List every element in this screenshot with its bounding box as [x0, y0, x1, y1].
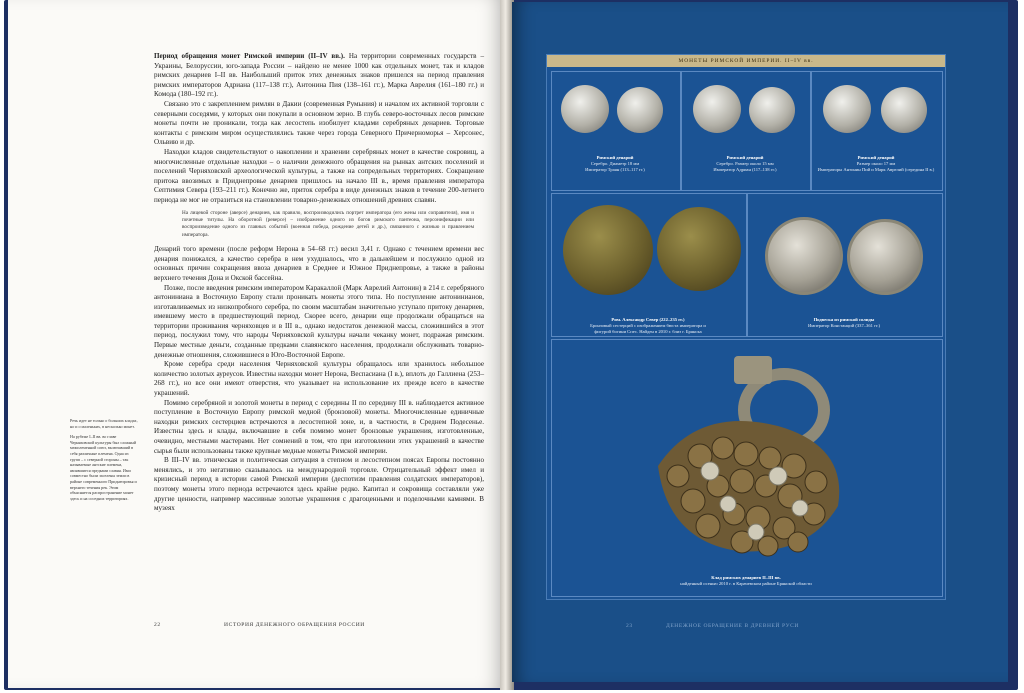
pendant-obverse	[765, 217, 843, 295]
left-page	[8, 0, 505, 688]
trajan-denarius-reverse	[617, 87, 663, 133]
sestertius-reverse	[657, 207, 741, 291]
running-title: ИСТОРИЯ ДЕНЕЖНОГО ОБРАЩЕНИЯ РОССИИ	[224, 622, 365, 628]
page-number: 23	[626, 623, 633, 629]
side-notes	[70, 418, 138, 506]
paragraph-3: Находки кладов свидетельствуют о накоплении и хранении серебряных монет в качестве сокровищ, а многочисленные отдельные находки – о наличии денежного обращения на рынках антских поселений и поселений Черняховской археологической культуры, а также на сопредельных территориях. Сокращение притока ввозимых в Приднепровье денариев пришлось на начало III в., время правления императора Септимия Севера (193–211 гг.). Конечно же, приток серебра в виде денежных знаков в течение 200-летнего периода не мог не отразиться на становлении товарно-денежных отношений древних славян.	[154, 147, 484, 204]
hadrian-denarius-obverse	[693, 85, 741, 133]
running-title: ДЕНЕЖНОЕ ОБРАЩЕНИЕ В ДРЕВНЕЙ РУСИ	[666, 623, 799, 629]
caption-pendant: Подвеска из римской солиды Император Констанций (337–361 гг.)	[807, 317, 881, 328]
section-heading: Период обращения монет Римской империи (II–IV вв.).	[154, 52, 345, 60]
coin-cell-2	[681, 71, 811, 191]
hadrian-denarius-reverse	[749, 87, 795, 133]
caption-sestertius: Рим. Александр Север (222–235 гг.) Бронзовый сестерций с изображением бюста императора и фигурой богини Спес. Найден в 2010 г. близ г. Брянска	[590, 317, 706, 334]
paragraph-1: Период обращения монет Римской империи (II–IV вв.). На территории современных государств – Украины, Белоруссии, юго-запада России – найдено не менее 1000 как отдельных монет, так и кладов римских денариев I–II вв. Наибольший приток этих денежных знаков пришелся на период правления римских императоров Адриана (117–138 гг.), Антонина Пия (138–161 гг.), Марка Аврелия (161–180 гг.) и Комода (180–192 гг.).	[154, 52, 484, 99]
paragraph-8: В III–IV вв. этническая и политическая ситуация в степном и лесостепном поясах Европы постоянно менялись, и это негативно сказывалось на международной торговле. Отрицательный эффект имел и кризисный период в истории самой Римской империи (деспотизм правления солдатских императоров), поэтому монеты этого периода встречаются здесь крайне редко. Капитал и сокровища составляли уже другие ценности, например массивные золотые украшения с драгоценными и поделочными камнями. В музеях	[154, 456, 484, 513]
paragraph-4: Денарий того времени (после реформ Нерона в 54–68 гг.) весил 3,41 г. Однако с течением времени вес денария понижался, а качество серебра в нем ухудшалось, что в дальнейшем и послужило одной из основных причин сокращения ввоза денариев в Среднее и Южное Приднепровье, а также в районы верхнего течения Дона и Окской бассейна.	[154, 245, 484, 282]
caption-coin-1: Римский денарий Серебро. Диаметр 18 мм Император Траян (113–117 гг.)	[585, 155, 645, 172]
antoninus-denarius-obverse	[823, 85, 871, 133]
left-text-column	[154, 52, 484, 514]
side-note: На рубеже I–II вв. во главе Черняховской культуры был сложный межплеменной союз, включавший в себя различные племена. Одна из групп – с северной стороны – так называемые антские племена, являвшиеся предками славян. Ими совместно были заселены земли в районе современного Приднепровья и верхнего течения рек. Этим объясняется распространение монет здесь и на соседних территориях.	[70, 434, 137, 501]
coin-cell-3	[811, 71, 943, 191]
paragraph-5: Позже, после введения римским императором Каракаллой (Марк Аврелий Антонин) в 214 г. серебряного антониниана в Восточную Европу стали проникать монеты этого типа. Но поступление антонинианов, изготавливаемых из низкопробного серебра, по своим масштабам значительно уступало притоку денариев, имевшему место в предшествующий период. Скорее всего, денарии еще продолжали обращаться на территории проживания черняховцев и в III в., однако недостаток денежной массы, сложившийся в этот период, послужил тому, что народы Черняховской культуры начали чеканку монет, подражая римским. Первые местные деньги, созданные предками славянского населения, продолжали обслуживать товарно-денежные отношения, сложившиеся в Юго-Восточной Европе.	[154, 283, 484, 359]
caption-coin-3: Римский денарий Размер около 17 мм Императоры Антонин Пий и Марк Аврелий (середина II в.)	[817, 155, 935, 172]
antoninus-denarius-reverse	[881, 87, 927, 133]
trajan-denarius-obverse	[561, 85, 609, 133]
pendant-reverse	[847, 219, 923, 295]
sestertius-obverse	[563, 205, 653, 295]
paragraph-2: Связано это с закреплением римлян в Дакии (современная Румыния) и началом их активной торговли с северными соседями, у которых они покупали в основном зерно. В глубь северо-восточных лесов римские монеты почти не проникали, тогда как лесостепь изобилует кладами серебряных денариев. Торговые контакты с римским миром осуществлялись также через города Северного Причерноморья – Херсонес, Ольвию и др.	[154, 99, 484, 147]
paragraph-7: Помимо серебряной и золотой монеты в период с середины II по середину III в. наблюдается активное поступление в Восточную Европу римской медной (бронзовой) монеты. Многочисленные единичные находки римских сестерциев встречаются в лесостепной зоне, и, в частности, в Среднем Подесенье. Известны здесь и клады, включавшие в себя помимо монет бронзовые украшения, изготовленные, очевидно, местными мастерами. Нет сомнений в том, что при изготовлении этих украшений в качестве сырья были использованы также крупные медные монеты Римской империи.	[154, 398, 484, 455]
caption-hoard: Клад римских денариев II–III вв. найденный осенью 2010 г. в Карачевском районе Брянской области	[680, 575, 812, 586]
quote-block: На лицевой стороне (аверсе) денариев, как правило, воспроизводились портрет императора (его жены или соправителя), имя и почетные титулы. На оборотной (реверсе) – изображение одного из богов римского пантеона, персонификации или воспроизведение одного из главных событий (военная победа, рождение детей и др.), связанного с жизнью и правлением императора.	[182, 209, 474, 238]
side-note: Речь идет не только о больших кладах, но и о маленьких, в несколько монет.	[70, 418, 138, 429]
caption-coin-2: Римский денарий Серебро. Размер около 15 мм Император Адриан (117–138 гг.)	[713, 155, 777, 172]
plate-title: МОНЕТЫ РИМСКОЙ ИМПЕРИИ. II–IV вв.	[547, 55, 945, 67]
page-number: 22	[154, 622, 161, 628]
paragraph-6: Кроме серебра среди населения Черняховской культуры обращалось или хранилось небольшое количество золотых ауреусов. Известны находки монет Нерона, Веспасиана (I в.), вплоть до Галлиена (253–268 гг.), но все они имеют отверстия, что указывает на использование их прежде всего в качестве украшений.	[154, 360, 484, 398]
denarius-hoard-photo	[638, 336, 860, 568]
